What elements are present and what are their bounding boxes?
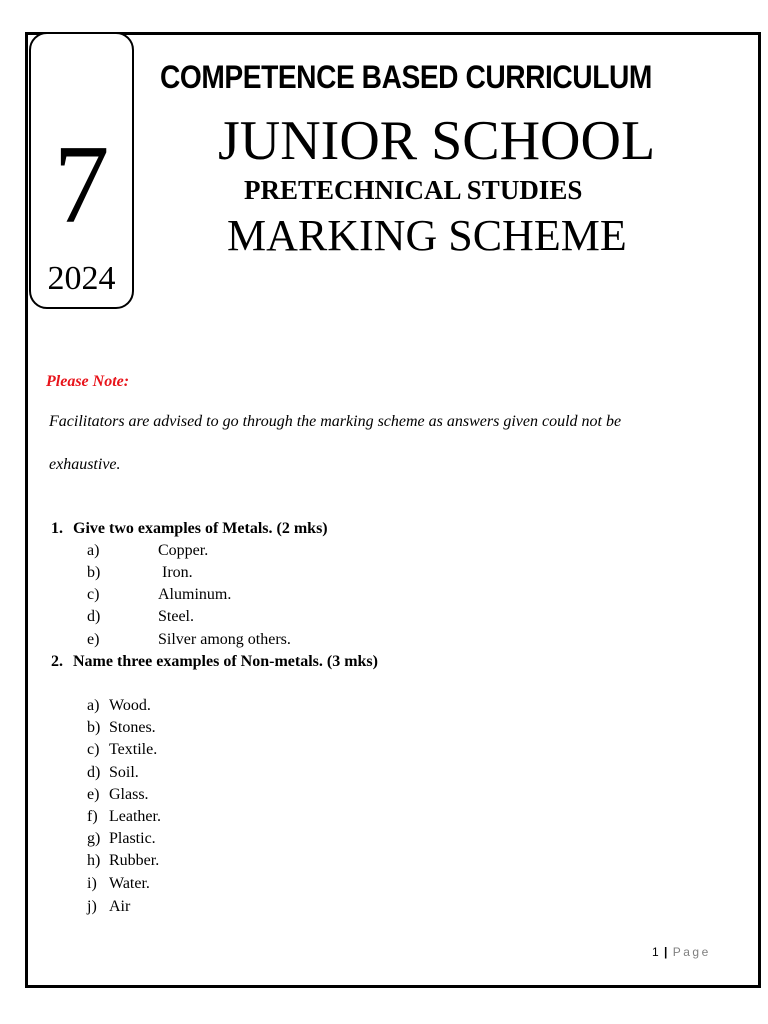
answer-item (87, 786, 149, 804)
grade-box (29, 32, 134, 309)
answer-item (87, 586, 231, 604)
answer-text: Stones. (109, 719, 156, 736)
answer-letter: i) (87, 875, 97, 892)
answer-letter: d) (87, 764, 101, 781)
answer-text: Copper. (158, 542, 209, 559)
note-text-line-1: Facilitators are advised to go through the marking scheme as answers given could not be (49, 413, 622, 430)
answer-letter: h) (87, 852, 101, 869)
answer-letter: c) (87, 586, 100, 603)
answer-item (87, 875, 150, 893)
answer-text: Silver among others. (158, 631, 291, 648)
answer-text: Plastic. (109, 830, 156, 847)
answer-text: Air (109, 898, 131, 915)
answer-letter: c) (87, 741, 100, 758)
answer-item (87, 830, 156, 848)
answer-item (87, 697, 151, 715)
answer-text: Water. (109, 875, 150, 892)
curriculum-title: COMPETENCE BASED CURRICULUM (160, 59, 652, 95)
school-title: JUNIOR SCHOOL (218, 110, 656, 172)
answer-text: Wood. (109, 697, 151, 714)
answer-text: Leather. (109, 808, 161, 825)
question-text: Name three examples of Non-metals. (3 mks) (73, 653, 378, 670)
question-number: 1. (51, 520, 63, 537)
document-type-title: MARKING SCHEME (227, 211, 627, 260)
page-number: 1 (652, 945, 659, 959)
note-text-line-2: exhaustive. (49, 456, 121, 473)
answer-letter: e) (87, 786, 100, 803)
answer-text: Soil. (109, 764, 139, 781)
answer-letter: a) (87, 697, 100, 714)
footer-separator: | (664, 945, 668, 959)
answer-item (87, 719, 156, 737)
question-2 (51, 653, 378, 671)
answer-letter: b) (87, 564, 101, 581)
answer-letter: b) (87, 719, 101, 736)
answer-item (87, 852, 159, 870)
answer-item (87, 808, 161, 826)
page-footer (652, 945, 711, 959)
answer-item (87, 631, 291, 649)
answer-letter: j) (87, 898, 97, 915)
answer-text: Aluminum. (158, 586, 232, 603)
answer-letter: f) (87, 808, 98, 825)
answer-text: Steel. (158, 608, 194, 625)
answer-letter: g) (87, 830, 101, 847)
answer-letter: d) (87, 608, 101, 625)
answer-text: Textile. (109, 741, 158, 758)
answer-item (87, 764, 139, 782)
note-label: Please Note: (46, 373, 130, 390)
question-text: Give two examples of Metals. (2 mks) (73, 520, 328, 537)
answer-item (87, 741, 157, 759)
answer-item (87, 608, 194, 626)
subject-title: PRETECHNICAL STUDIES (244, 175, 583, 205)
answer-item (87, 898, 130, 916)
grade-year: 2024 (47, 260, 116, 297)
answer-text: Iron. (158, 564, 193, 581)
answer-item (87, 564, 193, 582)
page-label: Page (672, 945, 711, 959)
question-1 (51, 520, 328, 538)
answer-letter: e) (87, 631, 100, 648)
answer-letter: a) (87, 542, 100, 559)
question-number: 2. (51, 653, 63, 670)
answer-item (87, 542, 208, 560)
grade-number: 7 (53, 123, 110, 247)
answer-text: Glass. (109, 786, 149, 803)
answer-text: Rubber. (109, 852, 160, 869)
